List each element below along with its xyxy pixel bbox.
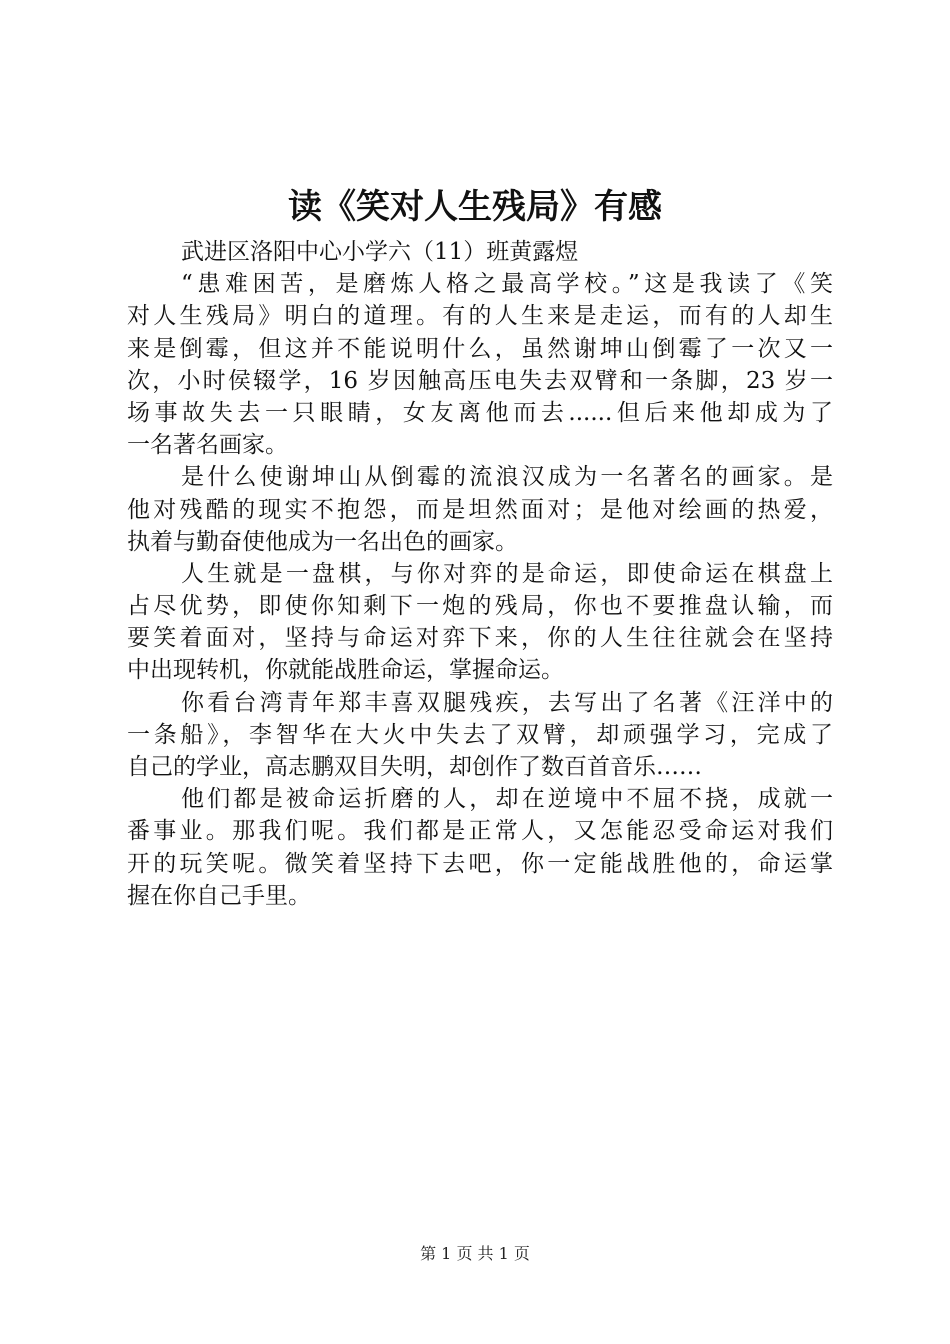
- document-body: [127, 236, 833, 912]
- paragraph-line: 一条船》，李智华在大火中失去了双臂，却顽强学习，完成了: [127, 721, 833, 748]
- paragraph-line: 执着与勤奋使他成为一名出色的画家。: [127, 528, 518, 555]
- paragraph-line: 握在你自己手里。: [127, 882, 311, 909]
- document-title: 读《笑对人生残局》有感: [288, 187, 662, 227]
- paragraph-line: 他对残酷的现实不抱怨，而是坦然面对；是他对绘画的热爱，: [127, 496, 833, 523]
- paragraph-line: 一名著名画家。: [127, 432, 288, 459]
- paragraph-line: 中出现转机，你就能战胜命运，掌握命运。: [127, 657, 564, 684]
- paragraph-line: 场事故失去一只眼睛，女友离他而去......但后来他却成为了: [127, 399, 833, 426]
- paragraph-line: 开的玩笑呢。微笑着坚持下去吧，你一定能战胜他的，命运掌: [127, 850, 833, 877]
- paragraph-line: 自己的学业，高志鹏双目失明，却创作了数百首音乐……: [127, 754, 702, 780]
- page-number-footer: 第 1 页 共 1 页: [420, 1244, 530, 1263]
- paragraph: [127, 783, 833, 912]
- paragraph: [127, 268, 833, 461]
- paragraph-line: 对人生残局》明白的道理。有的人生来是走运，而有的人却生: [127, 303, 833, 330]
- paragraph-line: 他们都是被命运折磨的人，却在逆境中不屈不挠，成就一: [181, 786, 833, 813]
- paragraph: [127, 687, 833, 784]
- paragraph-line: 来是倒霉，但这并不能说明什么，虽然谢坤山倒霉了一次又一: [127, 335, 833, 362]
- paragraph-line: 是什么使谢坤山从倒霉的流浪汉成为一名著名的画家。是: [181, 464, 833, 491]
- paragraph-line: 占尽优势，即使你知剩下一炮的残局，你也不要推盘认输，而: [127, 593, 833, 620]
- paragraph: [127, 558, 833, 687]
- paragraph-line: 人生就是一盘棋，与你对弈的是命运，即使命运在棋盘上: [181, 560, 833, 587]
- paragraph-line: 你看台湾青年郑丰喜双腿残疾，去写出了名著《汪洋中的: [181, 689, 833, 716]
- paragraph-line: 次，小时侯辍学，16 岁因触高压电失去双臂和一条脚，23 岁一: [127, 367, 833, 394]
- paragraph: [127, 461, 833, 558]
- author-line: 武进区洛阳中心小学六（11）班黄露煜: [181, 239, 579, 265]
- paragraph-line: 要笑着面对，坚持与命运对弈下来，你的人生往往就会在坚持: [127, 625, 833, 652]
- paragraph-line: 番事业。那我们呢。我们都是正常人，又怎能忍受命运对我们: [127, 818, 833, 845]
- paragraph-line: “患难困苦，是磨炼人格之最高学校。”这是我读了《笑: [181, 271, 833, 298]
